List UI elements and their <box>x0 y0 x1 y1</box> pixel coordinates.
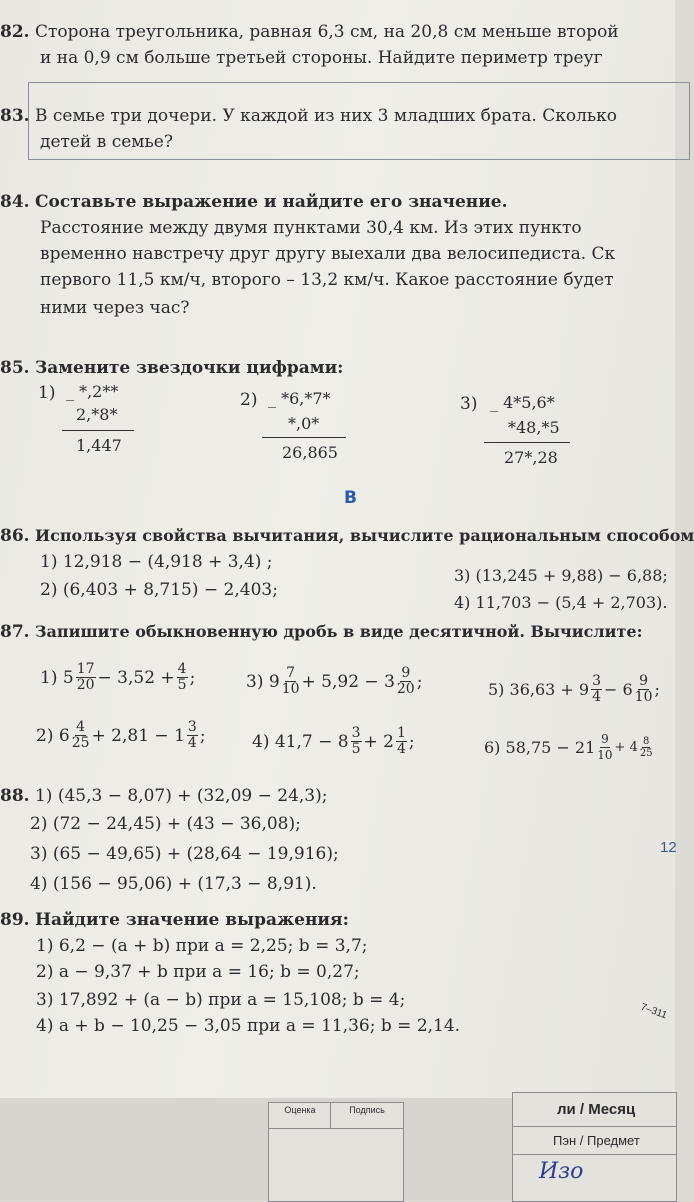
ex685-3-result: 27*,28 <box>504 448 558 467</box>
ex687-1: 1) 5 $\frac{17}{20}$ − 3,52 + $\frac{4}{5}$ ; <box>40 661 196 693</box>
ex685-2-label: 2) <box>240 390 258 410</box>
problem-682-line2: и на 0,9 см больше третьей стороны. Найдите периметр треуг <box>40 48 603 68</box>
problem-683-line2: детей в семье? <box>40 132 173 152</box>
ex685-3-minuend: _ 4*5,6* <box>490 393 555 412</box>
problem-688-item3: 3) (65 − 49,65) + (28,64 − 19,916); <box>30 844 339 864</box>
form-cell-subject: Пэн / Предмет <box>512 1126 677 1156</box>
ex687-6: 6) 58,75 − 21 $\frac{9}{10}$ + 4 $\frac{8}{25}$ <box>484 732 653 762</box>
ex685-2-subtrahend: *,0* <box>288 414 320 433</box>
problem-686-item1: 1) 12,918 − (4,918 + 3,4) ; <box>40 552 273 572</box>
section-letter: В <box>344 488 357 508</box>
problem-689-item1: 1) 6,2 − (a + b) при a = 2,25; b = 3,7; <box>36 936 368 956</box>
problem-684-line5: ними через час? <box>40 298 190 318</box>
problem-684-line3: временно навстречу друг другу выехали два велосипедиста. Ск <box>40 244 616 264</box>
problem-682-line1: 82. Сторона треугольника, равная 6,3 см, на 20,8 см меньше второй <box>0 22 619 42</box>
problem-689-item4: 4) a + b − 10,25 − 3,05 при a = 11,36; b = 2,14. <box>36 1016 461 1036</box>
problem-688-item1: 88. 1) (45,3 − 8,07) + (32,09 − 24,3); <box>0 786 328 806</box>
ex685-3-rule <box>484 442 570 443</box>
ex685-2-minuend: _ *6,*7* <box>268 389 331 408</box>
problem-689-item3: 3) 17,892 + (a − b) при a = 15,108; b = 4; <box>36 990 406 1010</box>
ex687-2: 2) 6 $\frac{4}{25}$ + 2,81 − 1 $\frac{3}{4}$ ; <box>36 719 206 751</box>
problem-686-title: 86. Используя свойства вычитания, вычислите рациональным способом <box>0 526 694 546</box>
problem-684-title: 84. Составьте выражение и найдите его значение. <box>0 192 508 212</box>
ex687-3: 3) 9 $\frac{7}{10}$ + 5,92 − 3 $\frac{9}{20}$ ; <box>246 665 423 697</box>
ex685-1-minuend: _ *,2** <box>66 382 119 401</box>
ex685-3-label: 3) <box>460 394 478 414</box>
ex685-1-result: 1,447 <box>76 436 122 455</box>
ex687-4: 4) 41,7 − 8 $\frac{3}{5}$ + 2 $\frac{1}{4}$ ; <box>252 725 415 757</box>
problem-689-title: 89. Найдите значение выражения: <box>0 910 349 930</box>
form-cell-signature: Подпись <box>330 1102 404 1130</box>
problem-687-title: 87. Запишите обыкновенную дробь в виде десятичной. Вычислите: <box>0 622 643 642</box>
ex685-1-label: 1) <box>38 383 56 403</box>
form-cell-blank <box>268 1128 404 1202</box>
problem-686-item4: 4) 11,703 − (5,4 + 2,703). <box>454 593 668 612</box>
problem-686-item2: 2) (6,403 + 8,715) − 2,403; <box>40 580 278 600</box>
problem-684-line4: первого 11,5 км/ч, второго – 13,2 км/ч. Какое расстояние будет <box>40 270 614 290</box>
margin-number: 12 <box>660 839 677 856</box>
form-cell-handwritten: Изо <box>512 1154 677 1202</box>
ex685-1-subtrahend: 2,*8* <box>76 405 118 424</box>
ex687-5: 5) 36,63 + 9 $\frac{3}{4}$ − 6 $\frac{9}{10}$ ; <box>488 673 660 705</box>
margin-small-text: 7–311 <box>639 1001 669 1022</box>
ex685-1-rule <box>62 430 134 431</box>
problem-688-item2: 2) (72 − 24,45) + (43 − 36,08); <box>30 814 301 834</box>
form-cell-day-month: ли / Месяц <box>512 1092 677 1128</box>
problem-686-item3: 3) (13,245 + 9,88) − 6,88; <box>454 566 668 585</box>
problem-688-item4: 4) (156 − 95,06) + (17,3 − 8,91). <box>30 874 317 894</box>
problem-689-item2: 2) a − 9,37 + b при a = 16; b = 0,27; <box>36 962 360 982</box>
problem-684-line2: Расстояние между двумя пунктами 30,4 км. Из этих пункто <box>40 218 582 238</box>
form-cell-grade: Оценка <box>268 1102 332 1130</box>
ex685-3-subtrahend: *48,*5 <box>508 418 560 437</box>
ex685-2-result: 26,865 <box>282 443 338 462</box>
ex685-2-rule <box>262 437 346 438</box>
problem-685-title: 85. Замените звездочки цифрами: <box>0 358 344 378</box>
problem-683-line1: 83. В семье три дочери. У каждой из них 3 младших брата. Сколько <box>0 106 617 126</box>
